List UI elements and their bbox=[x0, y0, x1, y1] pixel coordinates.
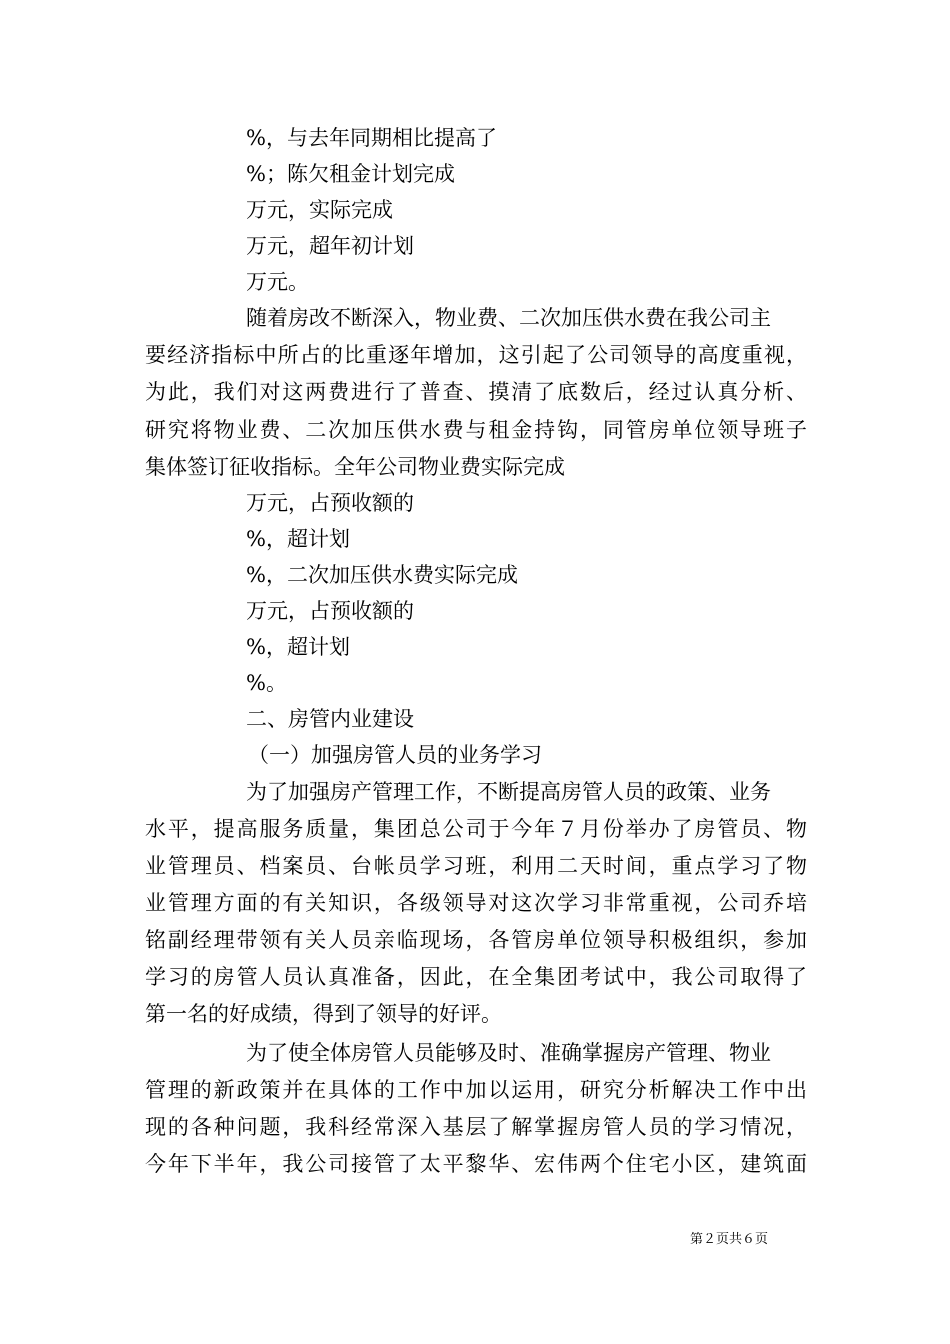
text-line: 现的各种问题，我科经常深入基层了解掌握房管人员的学习情况， bbox=[145, 1115, 807, 1139]
paragraph-first-line: 随着房改不断深入，物业费、二次加压供水费在我公司主 bbox=[246, 306, 771, 330]
section-heading: 二、房管内业建设 bbox=[246, 707, 414, 731]
text-line: 业管理方面的有关知识，各级领导对这次学习非常重视，公司乔培 bbox=[145, 891, 807, 915]
text-line: 学习的房管人员认真准备，因此，在全集团考试中，我公司取得了 bbox=[145, 965, 807, 989]
text-line: %，超计划 bbox=[246, 527, 350, 551]
text-line: 万元。 bbox=[246, 270, 309, 294]
text-line: 管理的新政策并在具体的工作中加以运用，研究分析解决工作中出 bbox=[145, 1078, 807, 1102]
text-line: 业管理员、档案员、台帐员学习班，利用二天时间，重点学习了物 bbox=[145, 854, 807, 878]
text-line: 万元，占预收额的 bbox=[246, 599, 414, 623]
text-line: %。 bbox=[246, 671, 287, 695]
text-line: %，二次加压供水费实际完成 bbox=[246, 563, 518, 587]
text-line: 铭副经理带领有关人员亲临现场，各管房单位领导积极组织，参加 bbox=[145, 928, 807, 952]
text-line: 为此，我们对这两费进行了普查、摸清了底数后，经过认真分析、 bbox=[145, 380, 807, 404]
text-line: 今年下半年，我公司接管了太平黎华、宏伟两个住宅小区，建筑面 bbox=[145, 1152, 807, 1176]
subsection-heading: （一）加强房管人员的业务学习 bbox=[248, 743, 542, 767]
text-line: 万元，实际完成 bbox=[246, 198, 393, 222]
page-number-footer: 第２页共６页 bbox=[690, 1232, 769, 1247]
text-line: %；陈欠租金计划完成 bbox=[246, 162, 455, 186]
paragraph-first-line: 为了使全体房管人员能够及时、准确掌握房产管理、物业 bbox=[246, 1041, 771, 1065]
text-line: 要经济指标中所占的比重逐年增加，这引起了公司领导的高度重视， bbox=[145, 343, 807, 367]
text-line: 研究将物业费、二次加压供水费与租金持钩，同管房单位领导班子 bbox=[145, 418, 807, 442]
paragraph-first-line: 为了加强房产管理工作，不断提高房管人员的政策、业务 bbox=[246, 780, 771, 804]
text-line: 水平，提高服务质量，集团总公司于今年７月份举办了房管员、物 bbox=[145, 817, 807, 841]
text-line: 第一名的好成绩，得到了领导的好评。 bbox=[145, 1002, 502, 1026]
text-line: 万元，占预收额的 bbox=[246, 491, 414, 515]
text-line: %，超计划 bbox=[246, 635, 350, 659]
text-line: %，与去年同期相比提高了 bbox=[246, 126, 497, 150]
text-line: 万元，超年初计划 bbox=[246, 234, 414, 258]
text-line: 集体签订征收指标。全年公司物业费实际完成 bbox=[145, 455, 565, 479]
